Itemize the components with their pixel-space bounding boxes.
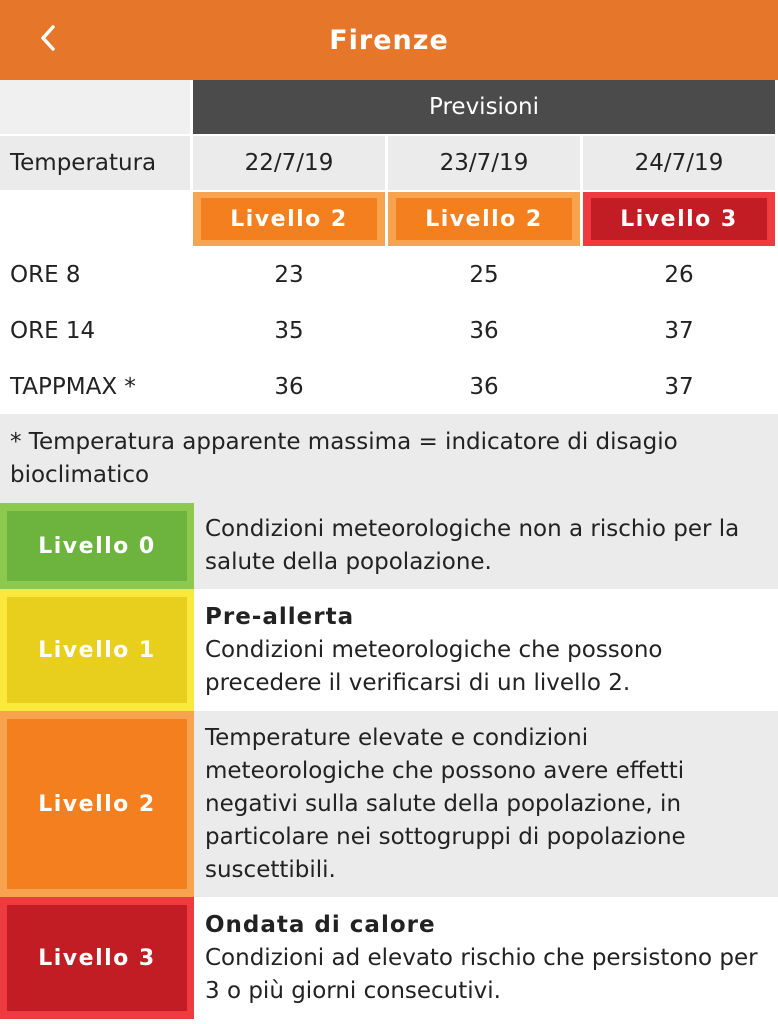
legend-description <box>194 711 778 897</box>
level-badge: Livello 3 <box>591 198 767 240</box>
legend-level-label: Livello 3 <box>7 905 187 1011</box>
legend-text: Temperature elevate e condizioni meteorologiche che possono avere effetti negativi sulla salute della popolazione, in particolare nei sottogruppi di popolazione suscettibili. <box>205 724 686 883</box>
value-cell: 36 <box>388 360 580 414</box>
date-cell: 23/7/19 <box>388 136 580 190</box>
value-cell: 36 <box>388 304 580 358</box>
legend-item <box>0 711 778 897</box>
app-header <box>0 0 778 80</box>
level-badge-wrap <box>583 192 775 246</box>
legend-item <box>0 897 778 1019</box>
table-corner <box>0 80 190 134</box>
level-row-label <box>0 192 190 246</box>
level-badge: Livello 2 <box>396 198 572 240</box>
value-cell: 26 <box>583 248 775 302</box>
legend-description <box>194 589 778 711</box>
date-cell: 24/7/19 <box>583 136 775 190</box>
value-cell: 37 <box>583 304 775 358</box>
value-cell: 36 <box>193 360 385 414</box>
legend-badge <box>0 503 194 589</box>
legend-title: Pre-allerta <box>205 603 355 630</box>
forecast-table <box>0 80 778 414</box>
legend-level-label: Livello 2 <box>7 719 187 889</box>
legend-description <box>194 897 778 1019</box>
legend-level-label: Livello 1 <box>7 597 187 703</box>
value-cell: 23 <box>193 248 385 302</box>
level-badge: Livello 2 <box>201 198 377 240</box>
level-badge-wrap <box>193 192 385 246</box>
level-legend <box>0 503 778 1019</box>
legend-description <box>194 503 778 589</box>
forecast-header: Previsioni <box>193 80 775 134</box>
value-cell: 37 <box>583 360 775 414</box>
back-button[interactable] <box>34 22 62 54</box>
legend-level-label: Livello 0 <box>7 511 187 581</box>
row-label: ORE 14 <box>0 304 190 358</box>
chevron-left-icon <box>39 24 57 52</box>
legend-badge <box>0 711 194 897</box>
date-cell: 22/7/19 <box>193 136 385 190</box>
row-label: TAPPMAX * <box>0 360 190 414</box>
page-title: Firenze <box>329 24 449 56</box>
legend-title: Ondata di calore <box>205 911 436 938</box>
legend-badge <box>0 897 194 1019</box>
legend-text: Condizioni meteorologiche non a rischio per la salute della popolazione. <box>205 516 740 575</box>
legend-item <box>0 503 778 589</box>
footnote: * Temperatura apparente massima = indicatore di disagio bioclimatico <box>0 414 778 503</box>
temperature-header: Temperatura <box>0 136 190 190</box>
legend-badge <box>0 589 194 711</box>
legend-text: Condizioni meteorologiche che possono precedere il verificarsi di un livello 2. <box>205 636 663 696</box>
level-badge-wrap <box>388 192 580 246</box>
value-cell: 25 <box>388 248 580 302</box>
legend-text: Condizioni ad elevato rischio che persistono per 3 o più giorni consecutivi. <box>205 944 758 1004</box>
value-cell: 35 <box>193 304 385 358</box>
row-label: ORE 8 <box>0 248 190 302</box>
legend-item <box>0 589 778 711</box>
